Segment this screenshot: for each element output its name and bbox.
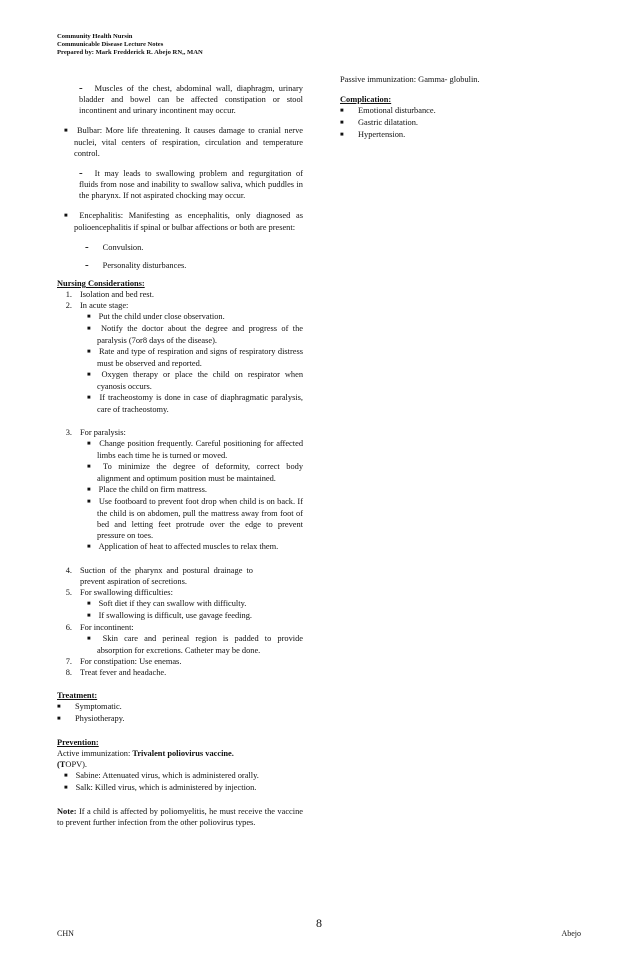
note-paragraph: Note: If a child is affected by poliomyelitis, he must receive the vaccine to prevent further infection from the other poliovirus types. [57, 807, 303, 827]
document-header [57, 33, 203, 58]
header-subject: Communicable Disease Lecture Notes [57, 41, 164, 49]
list-item: ■ Place the child on firm mattress. [87, 485, 208, 494]
list-item: ■ Notify the doctor about the degree and progress of the paralysis (7or8 days of the disease). [87, 324, 304, 345]
list-item: ■ Soft diet if they can swallow with difficulty. [87, 599, 247, 608]
list-item: ■ If tracheostomy is done in case of diaphragmatic paralysis, care of tracheostomy. [87, 393, 304, 414]
prevention-title: Prevention: [57, 738, 99, 747]
convulsion-item: - Convulsion. [85, 241, 144, 253]
acute-stage-list [57, 311, 303, 415]
page-number: 8 [316, 916, 322, 930]
square-bullet-icon: ■ [57, 716, 61, 722]
list-item: ■ To minimize the degree of deformity, correct body alignment and optimum position must be maintained. [87, 462, 304, 483]
square-bullet-icon: ■ [87, 349, 91, 355]
nursing-item-4: 4. Suction of the pharynx and postural drainage to prevent aspiration of secretions. [65, 566, 253, 586]
muscles-paragraph: - Muscles of the chest, abdominal wall, diaphragm, urinary bladder and bowel can be affected constipation or stool incontinent and urinary incontinent may occur. [79, 82, 303, 115]
complication-item: ■ Hypertension. [340, 130, 406, 139]
nursing-item-1: 1. Isolation and bed rest. [65, 290, 154, 299]
square-bullet-icon: ■ [64, 785, 68, 791]
left-column [57, 83, 303, 828]
square-bullet-icon: ■ [87, 636, 95, 642]
square-bullet-icon: ■ [64, 773, 68, 779]
footer-right: Abejo [561, 929, 581, 938]
right-column [340, 74, 580, 141]
square-bullet-icon: ■ [57, 704, 61, 710]
dash-bullet: - [85, 259, 89, 271]
nursing-item-8: 8. Treat fever and headache. [65, 668, 167, 677]
nursing-item-6: 6. For incontinent: [65, 623, 134, 632]
square-bullet-icon: ■ [87, 372, 94, 378]
header-author: Prepared by: Mark Fredderick R. Abejo RN,, MAN [57, 49, 203, 57]
square-bullet-icon: ■ [87, 601, 91, 607]
list-item: ■ Put the child under close observation. [87, 312, 225, 321]
square-bullet-icon: ■ [64, 213, 72, 219]
list-item: ■ Skin care and perineal region is padded to provide absorption for excretions. Catheter may be done. [87, 634, 303, 655]
nursing-item-7: 7. For constipation: Use enemas. [65, 657, 182, 666]
list-item: ■ Application of heat to affected muscles to relax them. [87, 542, 279, 551]
encephalitis-item: ■ Encephalitis: Manifesting as encephalitis, only diagnosed as polioencephalitis if spinal or bulbar affections or both are present: [64, 211, 304, 232]
nursing-item-2: 2. In acute stage: [65, 301, 129, 310]
nursing-item-3: 3. For paralysis: [65, 428, 126, 437]
square-bullet-icon: ■ [87, 613, 91, 619]
square-bullet-icon: ■ [87, 464, 96, 470]
personality-item: - Personality disturbances. [85, 259, 187, 271]
list-item: ■ Oxygen therapy or place the child on respirator when cyanosis occurs. [87, 370, 304, 391]
square-bullet-icon: ■ [87, 544, 91, 550]
square-bullet-icon: ■ [87, 326, 93, 332]
square-bullet-icon: ■ [340, 120, 344, 126]
nursing-considerations-title: Nursing Considerations: [57, 279, 145, 288]
nursing-item-5: 5. For swallowing difficulties: [65, 588, 173, 597]
square-bullet-icon: ■ [87, 441, 92, 447]
square-bullet-icon: ■ [340, 108, 344, 114]
header-course: Community Health Nursin [57, 33, 133, 40]
treatment-title: Treatment: [57, 691, 98, 700]
footer-left: CHN [57, 929, 74, 938]
list-item: ■ Change position frequently. Careful positioning for affected limbs each time he is turned or moved. [87, 439, 304, 460]
square-bullet-icon: ■ [340, 132, 344, 138]
complication-item: ■ Emotional disturbance. [340, 106, 436, 115]
square-bullet-icon: ■ [87, 487, 91, 493]
paralysis-list [57, 438, 303, 553]
complication-title: Complication: [340, 95, 392, 104]
square-bullet-icon: ■ [87, 314, 91, 320]
treatment-item: ■ Symptomatic. [57, 702, 122, 711]
complication-item: ■ Gastric dilatation. [340, 118, 419, 127]
passive-immunization: Passive immunization: Gamma- globulin. [340, 75, 480, 84]
list-item: ■ Rate and type of respiration and signs of respiratory distress must be observed and reported. [87, 347, 304, 368]
list-item: ■ If swallowing is difficult, use gavage feeding. [87, 611, 252, 620]
sabine-item: ■ Sabine: Attenuated virus, which is administered orally. [64, 771, 259, 780]
incontinent-list [57, 633, 303, 656]
dash-bullet: - [79, 82, 83, 94]
swallowing-list [57, 598, 303, 622]
square-bullet-icon: ■ [87, 395, 92, 401]
dash-bullet: - [85, 241, 89, 253]
list-item: ■ Use footboard to prevent foot drop when child is on back. If the child is on abdomen, pull the mattress away from foot of bed and letting feet protrude over the edge to prevent pressure on toes. [87, 497, 303, 540]
square-bullet-icon: ■ [64, 128, 69, 134]
bulbar-item: ■ Bulbar: More life threatening. It causes damage to cranial nerve nuclei, vital centers of respiration, circulation and temperature control. [64, 126, 303, 158]
salk-item: ■ Salk: Killed virus, which is administered by injection. [64, 783, 257, 792]
square-bullet-icon: ■ [87, 499, 91, 505]
active-immunization: Active immunization: Trivalent poliovirus vaccine. (TOPV). [57, 749, 234, 769]
dash-bullet: - [79, 167, 83, 179]
bulbar-detail: - It may leads to swallowing problem and regurgitation of fluids from nose and inability to swallow saliva, which puddles in the pharynx. If not aspirated chocking may occur. [79, 167, 303, 200]
treatment-item: ■ Physiotherapy. [57, 714, 125, 723]
